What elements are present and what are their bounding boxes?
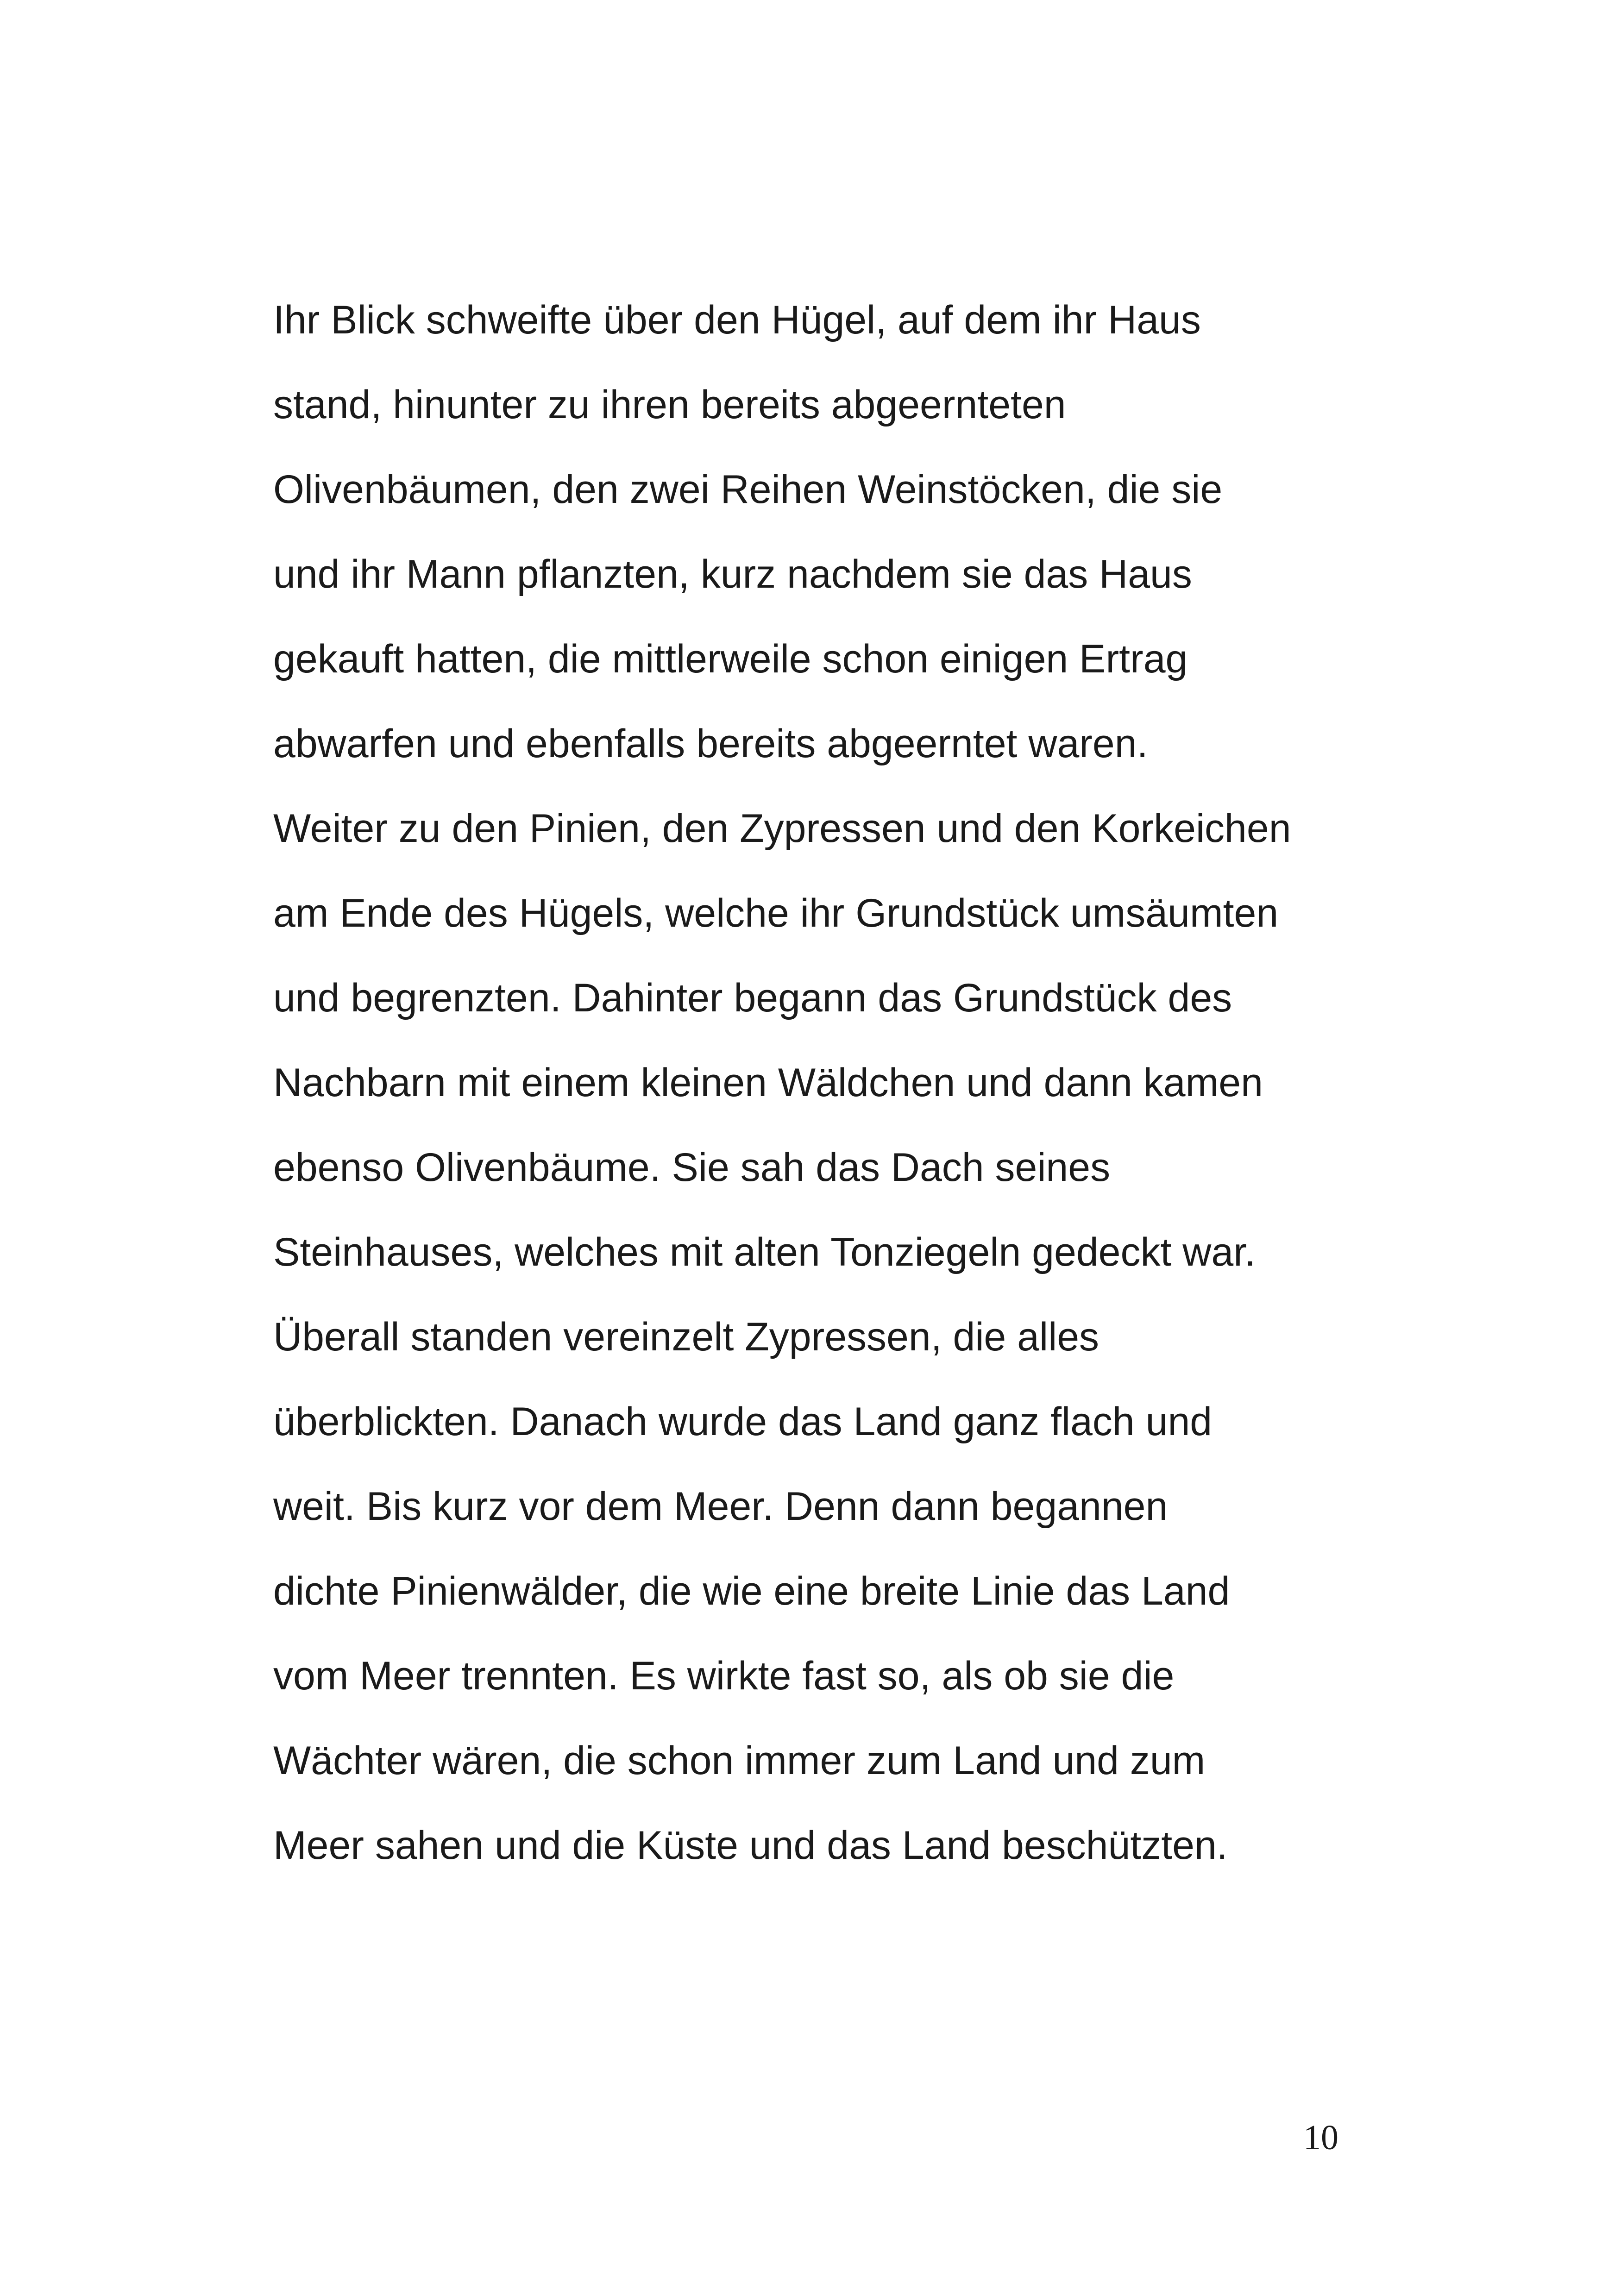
text-line: und ihr Mann pflanzten, kurz nachdem sie das Haus [273, 552, 1192, 596]
text-line: Ihr Blick schweifte über den Hügel, auf dem ihr Haus [273, 298, 1201, 342]
text-line: Meer sahen und die Küste und das Land beschützten. [273, 1823, 1228, 1868]
text-line: dichte Pinienwälder, die wie eine breite Linie das Land [273, 1569, 1230, 1613]
text-line: abwarfen und ebenfalls bereits abgeerntet waren. [273, 721, 1148, 766]
text-line: Olivenbäumen, den zwei Reihen Weinstöcken, die sie [273, 467, 1223, 512]
text-line: Steinhauses, welches mit alten Tonziegeln gedeckt war. [273, 1230, 1256, 1274]
text-line: Weiter zu den Pinien, den Zypressen und den Korkeichen [273, 806, 1291, 851]
text-line: Überall standen vereinzelt Zypressen, die alles [273, 1315, 1100, 1359]
text-line: weit. Bis kurz vor dem Meer. Denn dann begannen [273, 1484, 1168, 1529]
text-line: vom Meer trennten. Es wirkte fast so, als ob sie die [273, 1654, 1175, 1698]
text-line: ebenso Olivenbäume. Sie sah das Dach seines [273, 1145, 1111, 1190]
text-line: stand, hinunter zu ihren bereits abgeernteten [273, 383, 1066, 427]
body-paragraph [273, 278, 1385, 1888]
text-line: am Ende des Hügels, welche ihr Grundstück umsäumten [273, 891, 1279, 935]
text-line: überblickten. Danach wurde das Land ganz flach und [273, 1399, 1213, 1444]
text-line: Wächter wären, die schon immer zum Land und zum [273, 1738, 1206, 1783]
text-line: gekauft hatten, die mittlerweile schon einigen Ertrag [273, 637, 1188, 681]
text-line: und begrenzten. Dahinter begann das Grundstück des [273, 976, 1232, 1020]
text-line: Nachbarn mit einem kleinen Wäldchen und dann kamen [273, 1060, 1263, 1105]
page-number: 10 [1303, 2118, 1338, 2157]
